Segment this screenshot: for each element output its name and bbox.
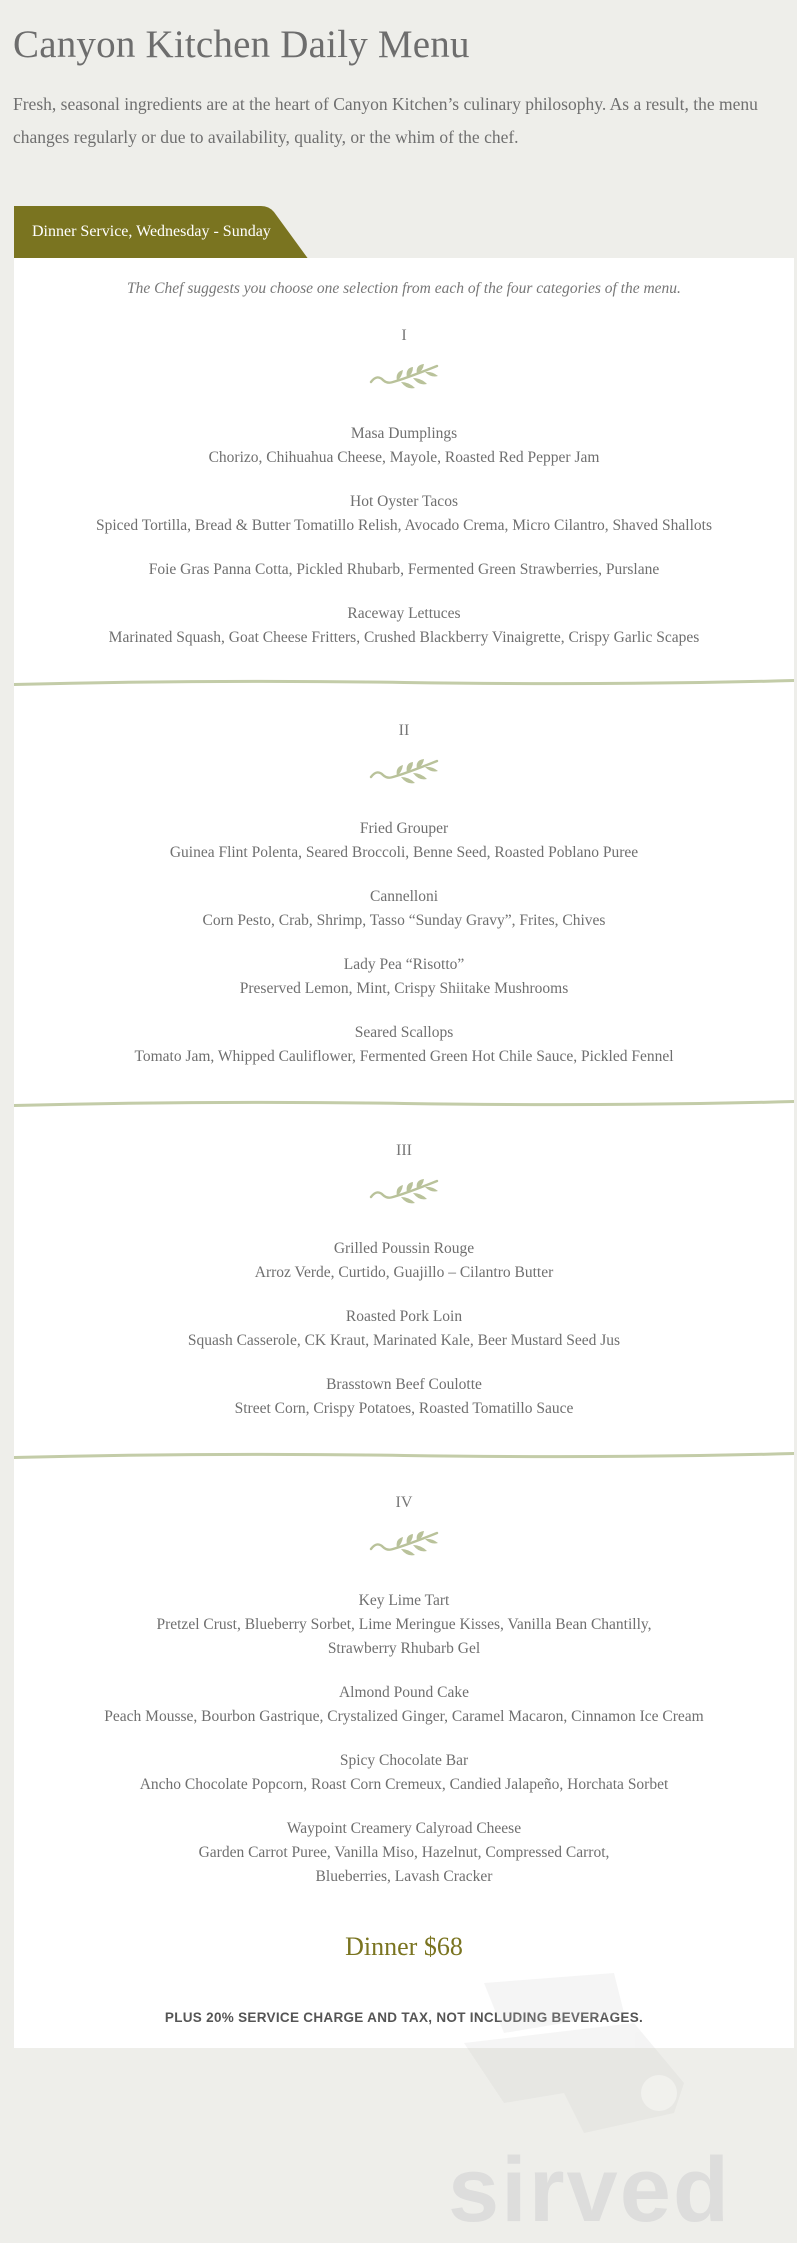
menu-section-3 [14, 1139, 794, 1441]
item-description: Squash Casserole, CK Kraut, Marinated Kale, Beer Mustard Seed Jus [187, 1332, 621, 1349]
item-name: Fried Grouper [359, 820, 449, 837]
menu-item [14, 885, 794, 933]
item-description: Pretzel Crust, Blueberry Sorbet, Lime Meringue Kisses, Vanilla Bean Chantilly, [156, 1616, 652, 1633]
section-numeral: IV [395, 1494, 413, 1511]
item-description: Foie Gras Panna Cotta, Pickled Rhubarb, Fermented Green Strawberries, Purslane [148, 561, 660, 578]
intro-paragraph: Fresh, seasonal ingredients are at the heart of Canyon Kitchen’s culinary philosophy. As a result, the menu changes regularly or due to availability, quality, or the whim of the chef. [13, 94, 758, 147]
section-divider [14, 1098, 794, 1108]
item-name: Seared Scallops [354, 1024, 454, 1041]
menu-item [14, 558, 794, 582]
item-description: Corn Pesto, Crab, Shrimp, Tasso “Sunday Gravy”, Frites, Chives [202, 912, 606, 929]
item-name: Waypoint Creamery Calyroad Cheese [286, 1820, 522, 1837]
menu-item [14, 1749, 794, 1797]
item-name: Raceway Lettuces [347, 605, 461, 622]
sprig-icon [367, 757, 441, 789]
section-numeral: III [396, 1142, 412, 1159]
watermark-text: sirved [448, 2139, 732, 2241]
sprig-icon [367, 1529, 441, 1561]
item-description: Preserved Lemon, Mint, Crispy Shiitake Mushrooms [239, 980, 569, 997]
menu-item [14, 1817, 794, 1889]
page-title: Canyon Kitchen Daily Menu [13, 23, 470, 66]
item-description: Chorizo, Chihuahua Cheese, Mayole, Roasted Red Pepper Jam [208, 449, 600, 466]
item-name: Brasstown Beef Coulotte [326, 1376, 482, 1393]
section-numeral: I [401, 327, 407, 344]
menu-item [14, 422, 794, 470]
menu-item [14, 490, 794, 538]
menu-item [14, 1589, 794, 1661]
sprig-icon [367, 362, 441, 394]
dinner-price: Dinner $68 [345, 1932, 463, 1961]
menu-section-4 [14, 1491, 794, 1909]
section-divider [14, 1450, 794, 1460]
item-name: Masa Dumplings [350, 425, 458, 442]
menu-item [14, 1021, 794, 1069]
item-name: Grilled Poussin Rouge [333, 1240, 475, 1257]
watermark-logo-icon [444, 1963, 704, 2163]
sprig-icon [367, 1177, 441, 1209]
item-description: Ancho Chocolate Popcorn, Roast Corn Cremeux, Candied Jalapeño, Horchata Sorbet [139, 1776, 669, 1793]
service-charge-note: PLUS 20% SERVICE CHARGE AND TAX, NOT INCLUDING BEVERAGES. [164, 2010, 644, 2025]
section-numeral: II [398, 722, 410, 739]
item-name: Roasted Pork Loin [345, 1308, 463, 1325]
menu-card [14, 258, 794, 2241]
item-name: Key Lime Tart [358, 1592, 450, 1609]
dinner-service-tab[interactable] [14, 206, 309, 260]
menu-item [14, 1373, 794, 1421]
menu-item [14, 953, 794, 1001]
item-description-line-2: Blueberries, Lavash Cracker [315, 1868, 493, 1885]
item-description: Peach Mousse, Bourbon Gastrique, Crystalized Ginger, Caramel Macaron, Cinnamon Ice Cream [104, 1708, 704, 1725]
item-name: Hot Oyster Tacos [350, 493, 458, 510]
item-name: Spicy Chocolate Bar [339, 1752, 469, 1769]
item-description-line-2: Strawberry Rhubarb Gel [327, 1640, 481, 1657]
item-description: Spiced Tortilla, Bread & Butter Tomatillo Relish, Avocado Crema, Micro Cilantro, Shaved Shallots [95, 517, 713, 534]
item-name: Lady Pea “Risotto” [343, 956, 465, 973]
menu-item [14, 1305, 794, 1353]
menu-section-1 [14, 324, 794, 670]
menu-item [14, 1237, 794, 1285]
menu-item [14, 602, 794, 650]
tab-label: Dinner Service, Wednesday - Sunday [32, 223, 271, 240]
menu-item [14, 1681, 794, 1729]
chef-suggestion: The Chef suggests you choose one selection from each of the four categories of the menu. [127, 280, 681, 297]
item-description: Marinated Squash, Goat Cheese Fritters, Crushed Blackberry Vinaigrette, Crispy Garlic Scapes [108, 629, 700, 646]
item-description: Guinea Flint Polenta, Seared Broccoli, Benne Seed, Roasted Poblano Puree [169, 844, 639, 861]
item-description: Tomato Jam, Whipped Cauliflower, Fermented Green Hot Chile Sauce, Pickled Fennel [134, 1048, 674, 1065]
item-name: Cannelloni [369, 888, 439, 905]
item-description: Arroz Verde, Curtido, Guajillo – Cilantro Butter [254, 1264, 554, 1281]
item-description: Garden Carrot Puree, Vanilla Miso, Hazelnut, Compressed Carrot, [198, 1844, 610, 1861]
menu-item [14, 817, 794, 865]
section-divider [14, 677, 794, 687]
item-name: Almond Pound Cake [338, 1684, 470, 1701]
item-description: Street Corn, Crispy Potatoes, Roasted Tomatillo Sauce [234, 1400, 574, 1417]
menu-section-2 [14, 719, 794, 1089]
